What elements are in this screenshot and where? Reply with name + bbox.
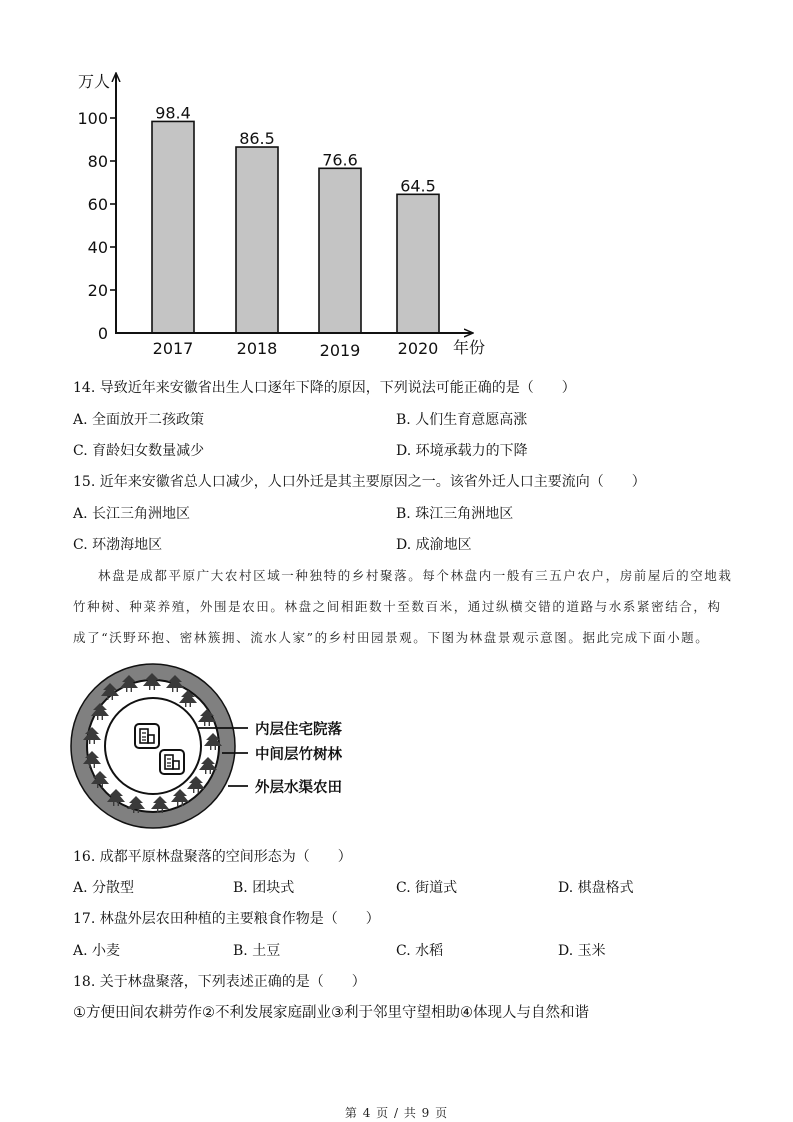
linpan-passage: 林盘是成都平原广大农村区域一种独特的乡村聚落。每个林盘内一般有三五户农户，房前屋后的空地栽竹种树、种菜养殖，外围是农田。林盘之间相距数十至数百米，通过纵横交错的道路与水系紧密结合，构成了“沃野环抱、密林簇拥、流水人家”的乡村田园景观。下图为林盘景观示意图。据此完成下面小题。	[73, 568, 733, 645]
y-tick-label: 80	[87, 152, 108, 171]
x-tick-label: 2020	[397, 339, 439, 358]
x-axis-label: 年份	[453, 338, 486, 357]
bar-value-label: 64.5	[400, 176, 436, 196]
q14-option-c[interactable]	[73, 442, 204, 460]
q14-option-b[interactable]	[396, 411, 527, 429]
option-text: 人们生育意愿高涨	[415, 412, 528, 428]
y-tick-label: 60	[87, 195, 108, 214]
question-number: 17.	[73, 911, 96, 927]
option-key: B.	[233, 943, 248, 959]
x-tick-label: 2018	[236, 339, 278, 358]
option-key: D.	[558, 943, 574, 959]
y-tick-label: 20	[87, 281, 108, 300]
bar-2017	[152, 121, 194, 333]
option-key: C.	[73, 537, 88, 553]
question-16	[73, 848, 352, 866]
y-ticks	[77, 109, 116, 343]
option-text: 团块式	[252, 880, 295, 896]
linpan-landscape-diagram	[70, 660, 360, 838]
bar-2019	[319, 168, 361, 333]
option-text: 分散型	[92, 880, 135, 896]
q14-option-d[interactable]	[396, 442, 528, 460]
question-stem: 近年来安徽省总人口减少，人口外迁是其主要原因之一。该省外迁人口主要流向（ ）	[99, 474, 646, 490]
q17-option-b[interactable]	[233, 942, 280, 960]
bar-value-label: 76.6	[322, 150, 358, 170]
q16-option-d[interactable]	[558, 879, 634, 897]
q16-option-b[interactable]	[233, 879, 294, 897]
q17-option-c[interactable]	[396, 942, 443, 960]
bar-value-label: 98.4	[155, 103, 191, 123]
question-number: 14.	[73, 380, 96, 396]
bar-value-label: 86.5	[239, 129, 275, 149]
q15-option-b[interactable]	[396, 505, 513, 523]
option-key: B.	[233, 880, 248, 896]
q17-option-a[interactable]	[73, 942, 120, 960]
y-tick-label: 0	[97, 324, 108, 343]
question-stem: 导致近年来安徽省出生人口逐年下降的原因，下列说法可能正确的是（ ）	[99, 380, 576, 396]
option-key: C.	[396, 943, 411, 959]
birth-population-bar-chart	[60, 60, 500, 370]
option-key: A.	[73, 412, 88, 428]
question-stem: 成都平原林盘聚落的空间形态为（ ）	[99, 849, 352, 865]
option-key: A.	[73, 880, 88, 896]
q16-option-c[interactable]	[396, 879, 457, 897]
label-outer-farmland: 外层水渠农田	[255, 780, 342, 796]
x-tick-label: 2017	[152, 339, 194, 358]
option-key: D.	[396, 443, 412, 459]
q15-option-a[interactable]	[73, 505, 190, 523]
q17-option-d[interactable]	[558, 942, 606, 960]
y-tick-label: 40	[87, 238, 108, 257]
option-text: 珠江三角洲地区	[415, 506, 514, 522]
page-footer: 第 4 页 / 共 9 页	[344, 1106, 449, 1120]
question-stem: 关于林盘聚落，下列表述正确的是（ ）	[99, 974, 366, 990]
option-key: C.	[73, 443, 88, 459]
question-stem: 林盘外层农田种植的主要粮食作物是（ ）	[99, 911, 380, 927]
building-icon	[135, 724, 159, 748]
option-text: 长江三角洲地区	[92, 506, 191, 522]
option-key: B.	[396, 412, 411, 428]
question-number: 15.	[73, 474, 96, 490]
option-text: 街道式	[415, 880, 458, 896]
option-text: 棋盘格式	[577, 880, 634, 896]
question-number: 16.	[73, 849, 96, 865]
option-text: 环境承载力的下降	[415, 443, 528, 459]
q16-option-a[interactable]	[73, 879, 134, 897]
y-tick-label: 100	[77, 109, 108, 128]
bars-group	[152, 103, 439, 360]
option-text: 全面放开二孩政策	[92, 412, 205, 428]
x-tick-label: 2019	[319, 341, 361, 360]
option-text: 土豆	[252, 943, 281, 959]
bar-2020	[397, 194, 439, 333]
question-18	[73, 973, 366, 991]
option-key: C.	[396, 880, 411, 896]
question-15	[73, 473, 646, 491]
option-text: 水稻	[415, 943, 444, 959]
q18-statements: ①方便田间农耕劳作②不利发展家庭副业③利于邻里守望相助④体现人与自然和谐	[73, 1005, 589, 1021]
label-middle-bamboo: 中间层竹树林	[255, 747, 342, 763]
option-text: 环渤海地区	[92, 537, 163, 553]
option-key: A.	[73, 506, 88, 522]
option-text: 育龄妇女数量减少	[92, 443, 205, 459]
q15-option-c[interactable]	[73, 536, 162, 554]
question-14	[73, 379, 576, 397]
question-number: 18.	[73, 974, 96, 990]
option-key: D.	[396, 537, 412, 553]
option-text: 成渝地区	[415, 537, 472, 553]
q15-option-d[interactable]	[396, 536, 472, 554]
option-key: A.	[73, 943, 88, 959]
label-inner-residence: 内层住宅院落	[255, 722, 342, 738]
question-17	[73, 910, 380, 928]
y-axis-label: 万人	[78, 72, 111, 91]
option-key: D.	[558, 880, 574, 896]
option-text: 玉米	[577, 943, 606, 959]
bar-2018	[236, 147, 278, 333]
building-icon	[160, 750, 184, 774]
option-key: B.	[396, 506, 411, 522]
q14-option-a[interactable]	[73, 411, 204, 429]
option-text: 小麦	[92, 943, 121, 959]
